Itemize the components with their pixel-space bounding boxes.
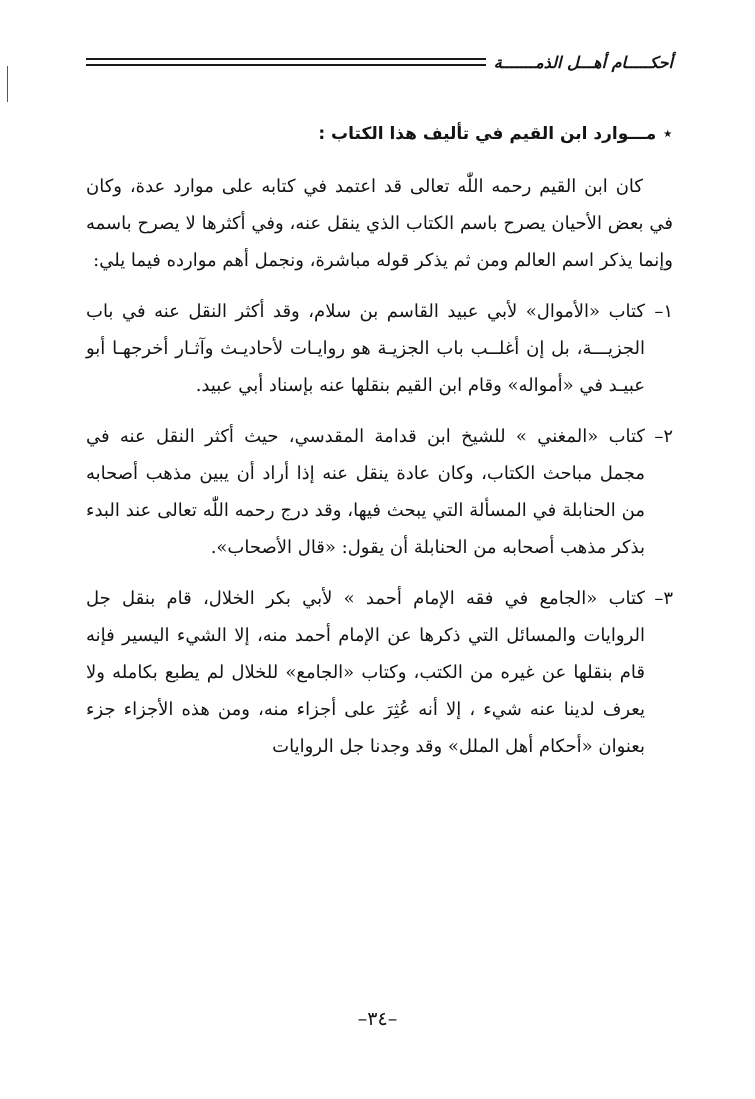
header-rule-top xyxy=(86,58,486,60)
list-item-3 xyxy=(86,580,673,765)
list-item-number: ٢– xyxy=(654,426,673,447)
header-double-rule xyxy=(86,58,486,66)
running-title: أحكـــــام أهـــل الذمـــــــة xyxy=(493,52,673,72)
list-item-text: كتاب «المغني » للشيخ ابن قدامة المقدسي، حيث أكثر النقل عنه في مجمل مباحث الكتاب، وكان عادة ينقل عنه إذا أراد أن يبين مذهب أصحابه من الحنابلة في المسألة التي يبحث فيها، وقد درج رحمه اللّٰه تعالى عند البدء بذكر مذهب أصحابه من الحنابلة أن يقول: «قال الأصحاب». xyxy=(86,426,645,558)
section-heading-text: مـــوارد ابن القيم في تأليف هذا الكتاب : xyxy=(318,124,657,144)
intro-paragraph: كان ابن القيم رحمه اللّٰه تعالى قد اعتمد في كتابه على موارد عدة، وكان في بعض الأحيان يصرح باسم الكتاب الذي ينقل عنه، وفي أكثرها لا يصرح باسمه وإنما يذكر اسم العالم ومن ثم يذكر قوله مباشرة، ونجمل أهم موارده فيما يلي: xyxy=(86,176,673,271)
list-item-text: كتاب «الجامع في فقه الإمام أحمد » لأبي بكر الخلال، قام بنقل جل الروايات والمسائل التي ذكرها عن الإمام أحمد منه، إلا الشيء اليسير فإنه قام بنقلها عن غيره من الكتب، وكتاب «الجامع» للخلال لم يطبع بكامله ولا يعرف لدينا عنه شيء ، إلا أنه عُثِرَ على أجزاء منه، ومن هذه الأجزاء جزء بعنوان «أحكام أهل الملل» وقد وجدنا جل الروايات xyxy=(86,588,645,757)
list-item-number: ٣– xyxy=(654,588,673,609)
page-number: –٣٤– xyxy=(357,1008,398,1030)
star-bullet-icon: ⋆ xyxy=(662,124,673,144)
list-item-1 xyxy=(86,293,673,404)
section-heading xyxy=(86,118,673,150)
running-header xyxy=(86,50,673,74)
list-item-2 xyxy=(86,418,673,566)
list-item-text: كتاب «الأموال» لأبي عبيد القاسم بن سلام، وقد أكثر النقل عنه في باب الجزيـــة، بل إن أغلــب باب الجزيـة هو روايـات لأحاديـث وآثـار أخرجهـا أبو عبيـد في «أمواله» وقام ابن القيم بنقلها عنه بإسناد أبي عبيد. xyxy=(86,301,645,396)
body-text xyxy=(86,168,673,765)
list-item-number: ١– xyxy=(654,301,673,322)
margin-mark xyxy=(7,66,8,102)
header-rule-bottom xyxy=(86,64,486,66)
